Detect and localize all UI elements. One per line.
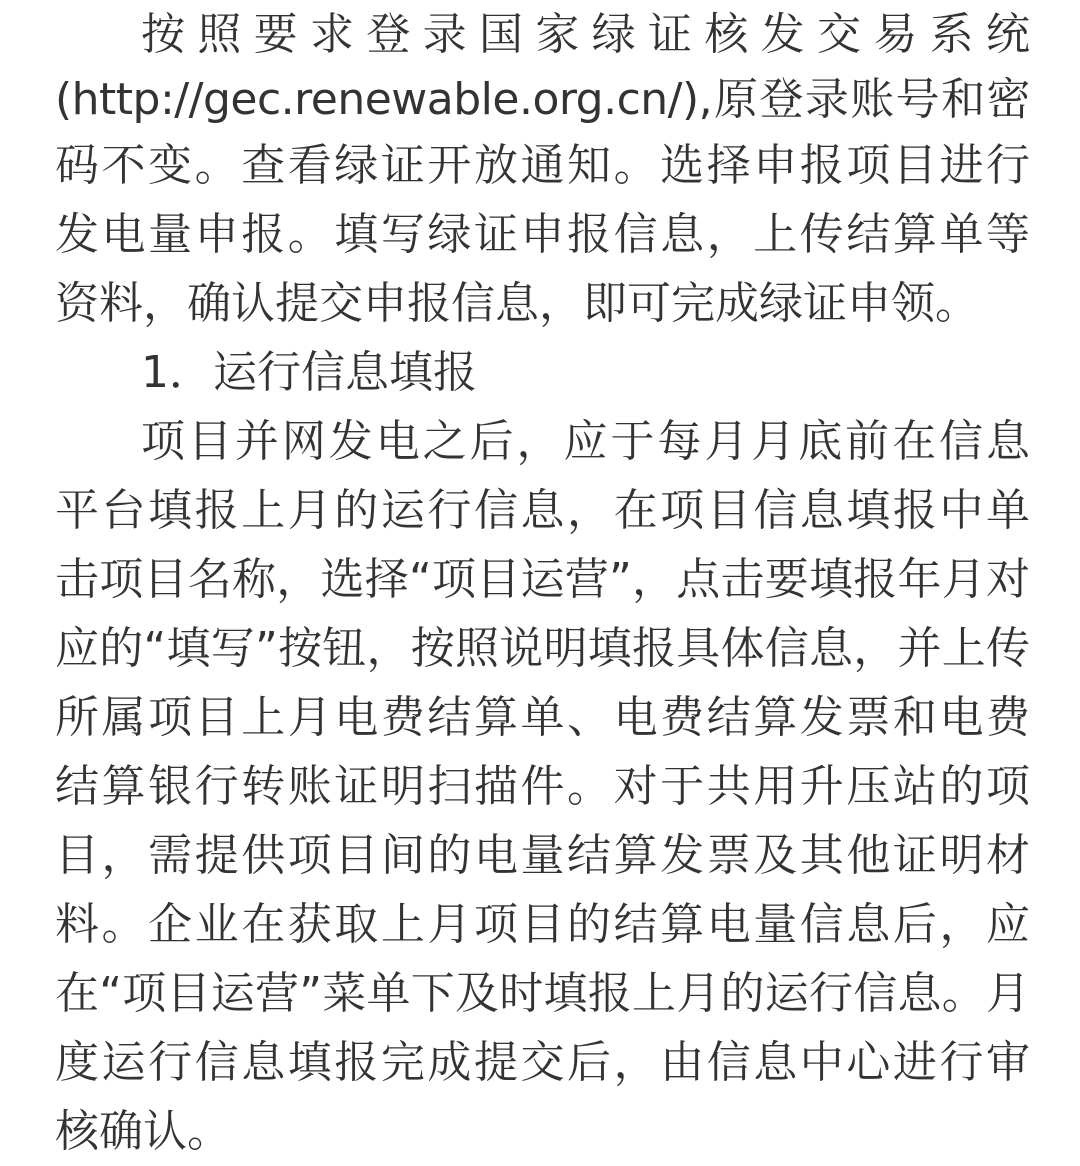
paragraph-2-line-3: 击项目名称，选择“项目运营”，点击要填报年月对 — [55, 554, 1030, 605]
paragraph-2-line-11: 核确认。 — [55, 1106, 231, 1157]
paragraph-1-line-1: 按照要求登录国家绿证核发交易系统 — [141, 9, 1030, 60]
paragraph-2-line-6: 结算银行转账证明扫描件。对于共用升压站的项 — [55, 761, 1030, 812]
paragraph-2-line-2: 平台填报上月的运行信息，在项目信息填报中单 — [55, 485, 1030, 536]
section-heading: 1．运行信息填报 — [141, 347, 477, 398]
paragraph-1-line-3: 码不变。查看绿证开放通知。选择申报项目进行 — [55, 140, 1030, 191]
paragraph-2-line-9: 在“项目运营”菜单下及时填报上月的运行信息。月 — [55, 968, 1030, 1019]
paragraph-1-line-2: (http://gec.renewable.org.cn/),原登录账号和密 — [55, 74, 1030, 125]
paragraph-2-line-10: 度运行信息填报完成提交后，由信息中心进行审 — [55, 1037, 1030, 1088]
paragraph-2-line-4: 应的“填写”按钮，按照说明填报具体信息，并上传 — [55, 623, 1030, 674]
paragraph-1-line-4: 发电量申报。填写绿证申报信息，上传结算单等 — [55, 209, 1030, 260]
paragraph-2-line-8: 料。企业在获取上月项目的结算电量信息后，应 — [55, 899, 1030, 950]
paragraph-1-line-5: 资料，确认提交申报信息，即可完成绿证申领。 — [55, 278, 979, 329]
paragraph-2-line-1: 项目并网发电之后，应于每月月底前在信息 — [141, 416, 1030, 467]
paragraph-2-line-5: 所属项目上月电费结算单、电费结算发票和电费 — [55, 692, 1030, 743]
paragraph-2-line-7: 目，需提供项目间的电量结算发票及其他证明材 — [55, 830, 1030, 881]
